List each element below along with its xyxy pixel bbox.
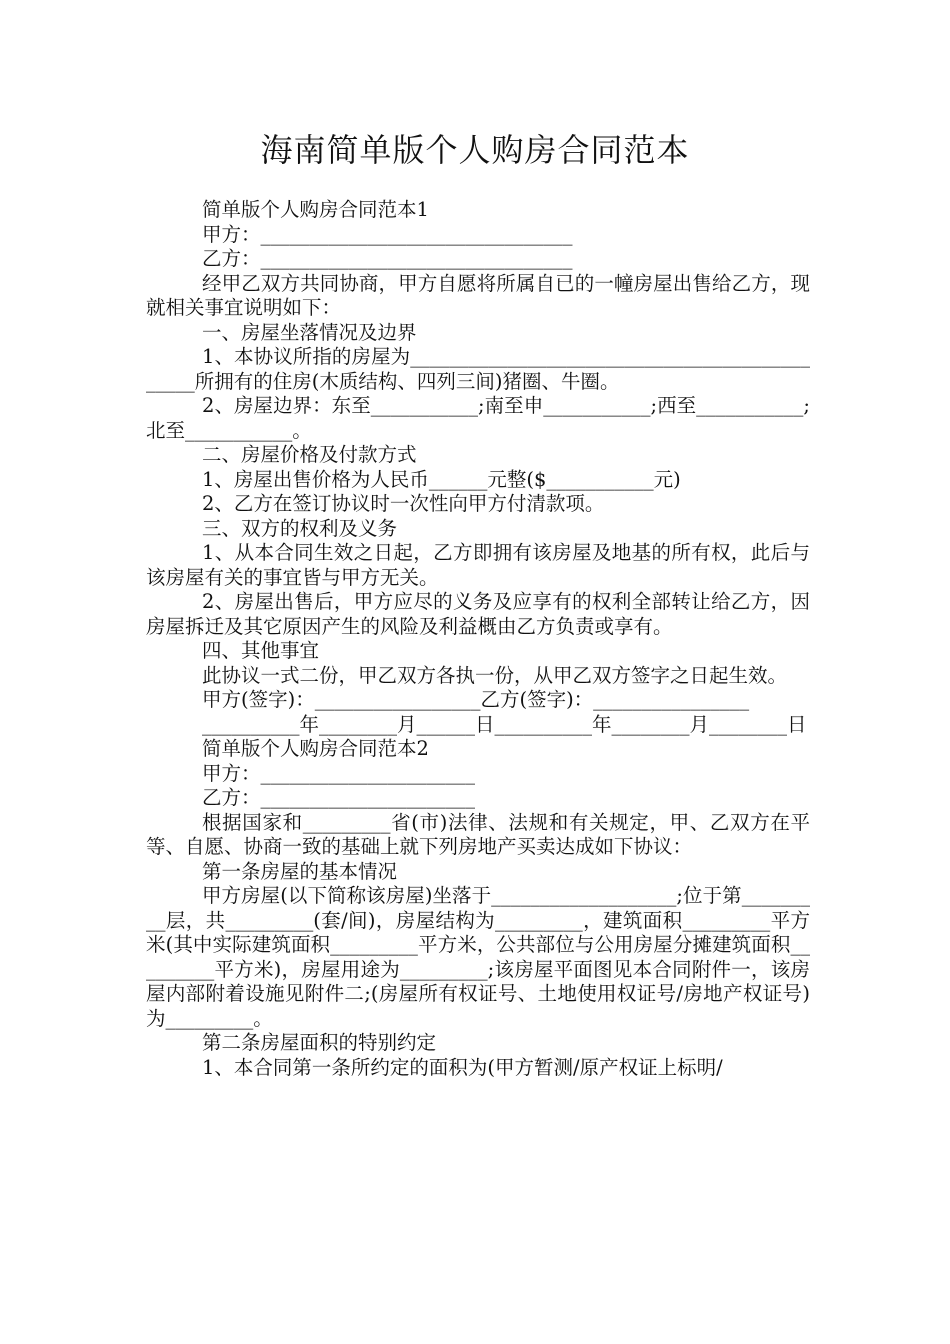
paragraph: __________年________月______日__________年________月________日 xyxy=(202,712,807,736)
paragraph: 简单版个人购房合同范本1 xyxy=(202,198,429,221)
paragraph: 1、房屋出售价格为人民币______元整($___________元) xyxy=(202,467,681,491)
paragraph: 一、房屋坐落情况及边界 xyxy=(202,320,417,344)
paragraph: 四、其他事宜 xyxy=(202,639,320,662)
paragraph: 2、房屋边界：东至___________;南至申___________;西至___________;北至___________。 xyxy=(146,394,810,442)
paragraph: 2、乙方在签订协议时一次性向甲方付清款项。 xyxy=(202,492,605,515)
paragraph: 简单版个人购房合同范本2 xyxy=(202,737,429,760)
paragraph: 第一条房屋的基本情况 xyxy=(202,859,398,883)
document-body xyxy=(146,198,810,1080)
document-title: 海南简单版个人购房合同范本 xyxy=(260,131,690,169)
paragraph: 2、房屋出售后，甲方应尽的义务及应享有的权利全部转让给乙方，因房屋拆迁及其它原因产生的风险及利益概由乙方负责或享有。 xyxy=(146,590,810,638)
paragraph: 经甲乙双方共同协商，甲方自愿将所属自已的一幢房屋出售给乙方，现就相关事宜说明如下： xyxy=(146,271,810,319)
paragraph: 1、本合同第一条所约定的面积为(甲方暂测/原产权证上标明/ xyxy=(202,1055,723,1079)
paragraph: 乙方：______________________ xyxy=(202,786,476,809)
paragraph: 二、房屋价格及付款方式 xyxy=(202,443,417,466)
paragraph: 甲方(签字)：_________________乙方(签字)：________________ xyxy=(202,688,750,711)
paragraph: 乙方：________________________________ xyxy=(202,247,573,270)
paragraph: 此协议一式二份，甲乙双方各执一份，从甲乙双方签字之日起生效。 xyxy=(202,663,788,687)
paragraph: 1、从本合同生效之日起，乙方即拥有该房屋及地基的所有权，此后与该房屋有关的事宜皆与甲方无关。 xyxy=(146,541,810,589)
paragraph: 1、本协议所指的房屋为______________________________________________所拥有的住房(木质结构、四列三间)猪圈、牛圈。 xyxy=(146,345,810,393)
paragraph: 第二条房屋面积的特别约定 xyxy=(202,1031,437,1054)
paragraph: 甲方：______________________ xyxy=(202,761,476,785)
paragraph: 三、双方的权利及义务 xyxy=(202,516,398,540)
paragraph: 甲方：________________________________ xyxy=(202,222,573,246)
paragraph: 甲方房屋(以下简称该房屋)坐落于___________________;位于第_________层，共_________(套/间)，房屋结构为_________，建筑面积_________平方米(其中实际建筑面积_________平方米，公共部位与公用房屋分摊建筑面积_________平方米)，房屋用途为_________;该房屋平面图见本合同附件一，该房屋内部附着设施见附件二;(房屋所有权证号、土地使用权证号/房地产权证号)为_________。 xyxy=(146,884,810,1030)
paragraph: 根据国家和_________省(市)法律、法规和有关规定，甲、乙双方在平等、自愿、协商一致的基础上就下列房地产买卖达成如下协议： xyxy=(146,810,810,858)
